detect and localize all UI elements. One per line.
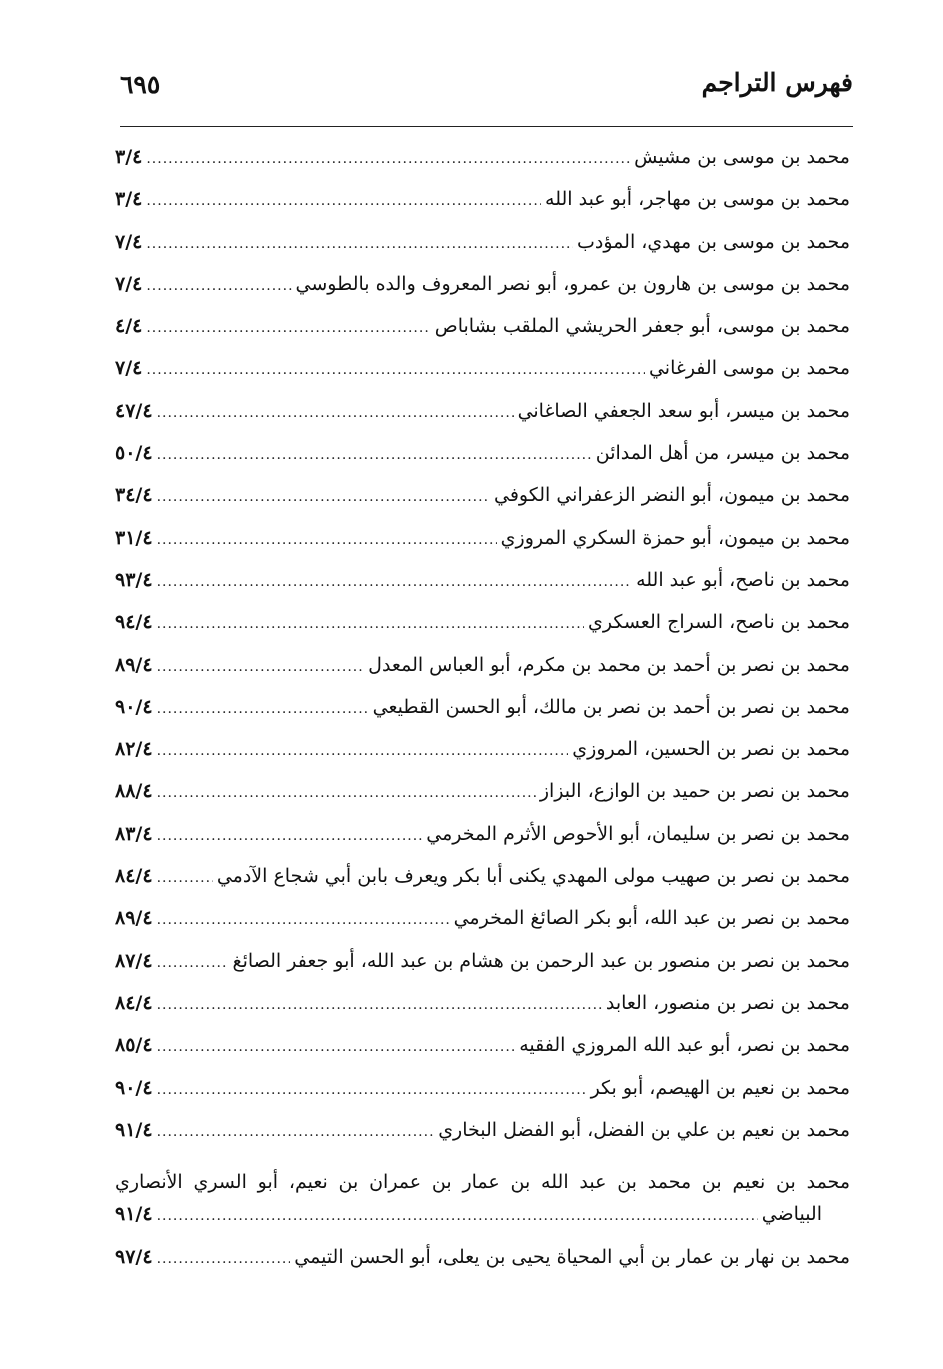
leader-dots (157, 1124, 435, 1140)
entry-reference: ٩٠/٤ (115, 1076, 153, 1099)
index-entry (115, 1246, 850, 1288)
leader-dots (157, 532, 497, 548)
entry-reference: ٣/٤ (115, 146, 143, 168)
header-divider (120, 126, 853, 127)
entry-name: محمد بن ناصح، أبو عبد الله (636, 568, 850, 591)
leader-dots (157, 616, 584, 632)
entry-reference: ٩٠/٤ (115, 695, 153, 718)
entry-reference: ٣١/٤ (115, 526, 153, 549)
entry-name: محمد بن موسى الفرغاني (648, 357, 850, 380)
leader-dots (157, 997, 602, 1013)
entry-name: محمد بن نصر بن صهيب مولى المهدي يكنى أبا بكر ويعرف بابن أبي شجاع الآدمي (216, 865, 850, 888)
entry-reference: ٥٠/٤ (115, 442, 153, 465)
entry-name: محمد بن ميمون، أبو النضر الزعفراني الكوفي (493, 484, 850, 507)
leader-dots (157, 405, 514, 421)
index-entry-continuation (115, 1203, 850, 1245)
entry-name: محمد بن نصر بن حميد بن الوازع، البزاز (539, 780, 850, 803)
entry-reference: ٩١/٤ (115, 1118, 153, 1141)
entry-reference: ٧/٤ (115, 357, 143, 380)
leader-dots (146, 278, 291, 294)
index-entry (115, 738, 850, 780)
index-entry (115, 823, 850, 865)
entry-name: محمد بن نصر بن أحمد بن نصر بن مالك، أبو الحسن القطيعي (372, 695, 850, 718)
entry-name: محمد بن موسى، أبو جعفر الحريشي الملقب بشاباص (434, 315, 850, 338)
entry-reference: ٨٤/٤ (115, 865, 153, 888)
index-entry (115, 992, 850, 1034)
index-entry (115, 357, 850, 399)
index-entry (115, 865, 850, 907)
leader-dots (157, 1082, 587, 1098)
leader-dots (157, 489, 490, 505)
entry-name: محمد بن موسى بن مشيش (634, 146, 850, 168)
index-entry (115, 950, 850, 992)
entry-reference: ٨٨/٤ (115, 780, 153, 803)
index-entry (115, 569, 850, 611)
entry-reference: ٨٢/٤ (115, 738, 153, 761)
leader-dots (157, 701, 369, 717)
leader-dots (157, 743, 569, 759)
index-entry (115, 231, 850, 273)
leader-dots (146, 193, 541, 209)
index-entry (115, 188, 850, 230)
page-number: ٦٩٥ (120, 70, 161, 99)
entry-reference: ٤/٤ (115, 315, 143, 338)
index-entry (115, 611, 850, 653)
leader-dots (157, 1251, 291, 1267)
entry-name: محمد بن نصر بن الحسين، المروزي (572, 738, 850, 761)
index-entry (115, 907, 850, 949)
entry-reference: ٧/٤ (115, 230, 143, 253)
leader-dots (157, 1039, 516, 1055)
leader-dots (146, 362, 645, 378)
entry-name: محمد بن نعيم بن الهيصم، أبو بكر (590, 1076, 850, 1099)
entry-reference: ٨٩/٤ (115, 907, 153, 930)
page-header (120, 68, 853, 116)
index-entry (115, 527, 850, 569)
entry-name: محمد بن نصر بن أحمد بن محمد بن مكرم، أبو العباس المعدل (368, 653, 850, 676)
entry-name: محمد بن ناصح، السراج العسكري (588, 611, 850, 634)
leader-dots (157, 785, 536, 801)
entry-reference: ٩٤/٤ (115, 611, 153, 634)
entry-reference: ٨٤/٤ (115, 991, 153, 1014)
entry-reference: ٩١/٤ (115, 1203, 153, 1226)
entry-name: محمد بن نصر بن منصور بن عبد الرحمن بن هشام بن عبد الله، أبو جعفر الصائغ (232, 949, 850, 972)
index-entry (115, 146, 850, 188)
entry-name: محمد بن ميسر، أبو سعد الجعفي الصاغاني (517, 399, 850, 422)
leader-dots (157, 870, 213, 886)
index-entry (115, 1119, 850, 1161)
index-entry (115, 400, 850, 442)
leader-dots (157, 955, 229, 971)
entry-name: محمد بن نصر بن عبد الله، أبو بكر الصائغ المخرمي (453, 907, 850, 930)
entry-name: محمد بن نصر بن سليمان، أبو الأحوص الأثرم المخرمي (426, 822, 850, 845)
entry-reference: ٨٥/٤ (115, 1034, 153, 1057)
entry-name: محمد بن موسى بن هارون بن عمرو، أبو نصر المعروف والده بالطوسي (295, 272, 850, 295)
leader-dots (157, 912, 450, 928)
entry-reference: ٣/٤ (115, 188, 143, 211)
entry-name: محمد بن نصر، أبو عبد الله المروزي الفقيه (519, 1034, 850, 1057)
leader-dots (146, 236, 573, 252)
entry-name-continuation: البياضي (761, 1203, 822, 1226)
index-entry (115, 1034, 850, 1076)
index-entry (115, 654, 850, 696)
leader-dots (157, 659, 365, 675)
leader-dots (157, 574, 633, 590)
leader-dots (146, 320, 430, 336)
entry-reference: ٤٧/٤ (115, 399, 153, 422)
entry-reference: ٨٩/٤ (115, 653, 153, 676)
entry-reference: ٣٤/٤ (115, 484, 153, 507)
index-entry-first-line: محمد بن نعيم بن محمد بن عبد الله بن عمار بن عمران بن نعيم، أبو السري الأنصاري (115, 1171, 850, 1194)
entry-name: محمد بن موسى بن مهدي، المؤدب (577, 230, 850, 253)
entry-name: محمد بن نصر بن منصور، العابد (605, 991, 850, 1014)
entry-name: محمد بن ميسر، من أهل المدائن (595, 442, 850, 465)
leader-dots (157, 1208, 758, 1224)
entry-reference: ٩٣/٤ (115, 568, 153, 591)
leader-dots (157, 828, 423, 844)
entry-reference: ٩٧/٤ (115, 1245, 153, 1268)
index-entry (115, 696, 850, 738)
page-title: فهرس التراجم (701, 68, 853, 97)
index-entry (115, 442, 850, 484)
leader-dots (146, 151, 630, 167)
index-entry (115, 780, 850, 822)
entry-name: محمد بن ميمون، أبو حمزة السكري المروزي (500, 526, 850, 549)
entry-name: محمد بن نعيم بن علي بن الفضل، أبو الفضل البخاري (438, 1118, 850, 1141)
index-entry (115, 315, 850, 357)
index-entry (115, 1077, 850, 1119)
entry-reference: ٧/٤ (115, 272, 143, 295)
index-entry (115, 273, 850, 315)
entry-reference: ٨٧/٤ (115, 949, 153, 972)
entry-reference: ٨٣/٤ (115, 822, 153, 845)
leader-dots (157, 447, 592, 463)
entry-name: محمد بن نهار بن عمار بن أبي المحياة يحيى بن يعلى، أبو الحسن التيمي (294, 1245, 850, 1268)
biography-index-list (115, 146, 850, 1288)
entry-name: محمد بن موسى بن مهاجر، أبو عبد الله (545, 188, 850, 211)
index-entry (115, 484, 850, 526)
